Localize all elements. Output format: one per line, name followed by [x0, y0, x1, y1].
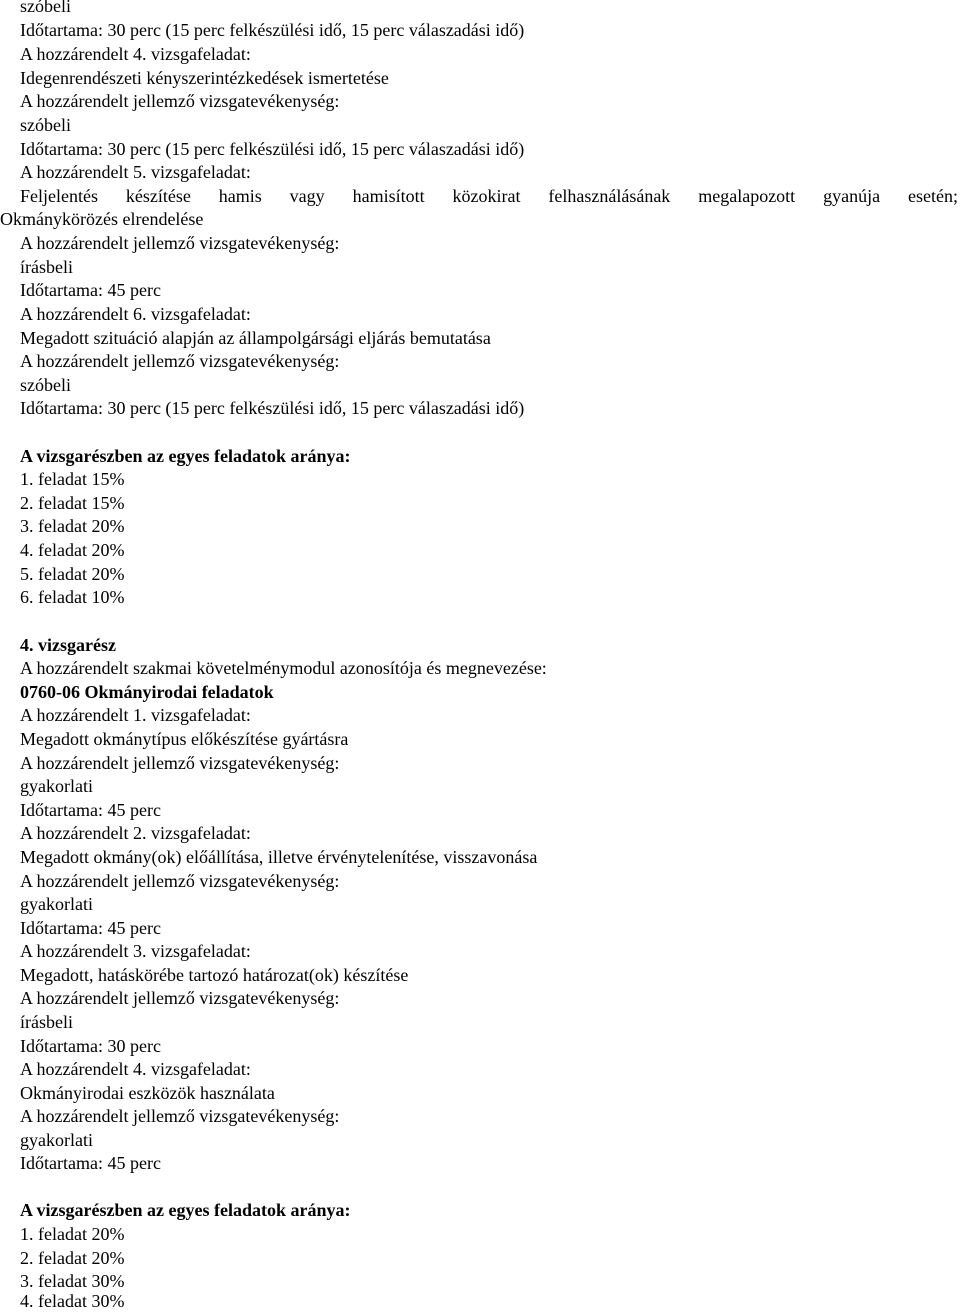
ratio-item: 2. feladat 15% — [20, 493, 125, 513]
task-heading: A hozzárendelt 6. vizsgafeladat: — [20, 304, 251, 324]
task-heading: A hozzárendelt 1. vizsgafeladat: — [20, 705, 251, 725]
ratio-item: 5. feladat 20% — [20, 564, 125, 584]
duration-text: Időtartama: 30 perc (15 perc felkészülési idő, 15 perc válaszadási idő) — [20, 20, 525, 40]
module-name: 0760-06 Okmányirodai feladatok — [20, 682, 274, 702]
task-title: Megadott okmány(ok) előállítása, illetve érvénytelenítése, visszavonása — [20, 847, 538, 867]
task-heading: A hozzárendelt 5. vizsgafeladat: — [20, 162, 251, 182]
duration-text: Időtartama: 45 perc — [20, 280, 161, 300]
duration-text: Időtartama: 45 perc — [20, 1153, 161, 1173]
word: megalapozott — [698, 186, 796, 206]
exam-type-text: írásbeli — [20, 257, 73, 277]
word: hamis — [218, 186, 262, 206]
task-heading: A hozzárendelt 3. vizsgafeladat: — [20, 941, 251, 961]
ratio-item: 4. feladat 30% — [20, 1291, 125, 1311]
duration-text: Időtartama: 30 perc (15 perc felkészülési idő, 15 perc válaszadási idő) — [20, 139, 525, 159]
duration-text: Időtartama: 30 perc — [20, 1036, 161, 1056]
word: készítése — [125, 186, 191, 206]
task-heading: A hozzárendelt 4. vizsgafeladat: — [20, 44, 251, 64]
word: gyanúja — [823, 186, 881, 206]
word: esetén; — [907, 186, 958, 206]
ratio-heading: A vizsgarészben az egyes feladatok aránya: — [20, 1200, 351, 1220]
ratio-item: 6. feladat 10% — [20, 587, 125, 607]
word: Feljelentés — [20, 186, 98, 206]
exam-type-text: gyakorlati — [20, 1130, 93, 1150]
word: hamisított — [352, 186, 425, 206]
task-title-continued: Okmánykörözés elrendelése — [0, 209, 204, 229]
exam-type-text: szóbeli — [20, 0, 71, 16]
activity-label: A hozzárendelt jellemző vizsgatevékenység: — [20, 91, 340, 111]
task-title: Megadott, hatáskörébe tartozó határozat(ok) készítése — [20, 965, 409, 985]
duration-text: Időtartama: 45 perc — [20, 800, 161, 820]
ratio-item: 1. feladat 20% — [20, 1224, 125, 1244]
task-title: Idegenrendészeti kényszerintézkedések ismertetése — [20, 68, 389, 88]
ratio-item: 4. feladat 20% — [20, 540, 125, 560]
ratio-item: 1. feladat 15% — [20, 469, 125, 489]
activity-label: A hozzárendelt jellemző vizsgatevékenység: — [20, 1106, 340, 1126]
exam-type-text: szóbeli — [20, 115, 71, 135]
exam-type-text: gyakorlati — [20, 776, 93, 796]
activity-label: A hozzárendelt jellemző vizsgatevékenység: — [20, 753, 340, 773]
task-heading: A hozzárendelt 4. vizsgafeladat: — [20, 1059, 251, 1079]
ratio-heading: A vizsgarészben az egyes feladatok aránya: — [20, 446, 351, 466]
task-title: Megadott szituáció alapján az állampolgársági eljárás bemutatása — [20, 328, 491, 348]
word: felhasználásának — [548, 186, 671, 206]
ratio-item: 3. feladat 30% — [20, 1271, 125, 1291]
task-title-justified — [20, 184, 958, 208]
ratio-item: 3. feladat 20% — [20, 516, 125, 536]
duration-text: Időtartama: 45 perc — [20, 918, 161, 938]
module-label: A hozzárendelt szakmai követelménymodul azonosítója és megnevezése: — [20, 658, 547, 678]
exam-type-text: szóbeli — [20, 375, 71, 395]
duration-text: Időtartama: 30 perc (15 perc felkészülési idő, 15 perc válaszadási idő) — [20, 398, 525, 418]
exam-type-text: gyakorlati — [20, 894, 93, 914]
section-heading: 4. vizsgarész — [20, 635, 116, 655]
activity-label: A hozzárendelt jellemző vizsgatevékenység: — [20, 988, 340, 1008]
word: vagy — [289, 186, 325, 206]
exam-type-text: írásbeli — [20, 1012, 73, 1032]
activity-label: A hozzárendelt jellemző vizsgatevékenység: — [20, 351, 340, 371]
ratio-item: 2. feladat 20% — [20, 1248, 125, 1268]
task-title: Megadott okmánytípus előkészítése gyártásra — [20, 729, 349, 749]
task-title: Okmányirodai eszközök használata — [20, 1083, 275, 1103]
task-heading: A hozzárendelt 2. vizsgafeladat: — [20, 823, 251, 843]
activity-label: A hozzárendelt jellemző vizsgatevékenység: — [20, 233, 340, 253]
word: közokirat — [452, 186, 521, 206]
activity-label: A hozzárendelt jellemző vizsgatevékenység: — [20, 871, 340, 891]
